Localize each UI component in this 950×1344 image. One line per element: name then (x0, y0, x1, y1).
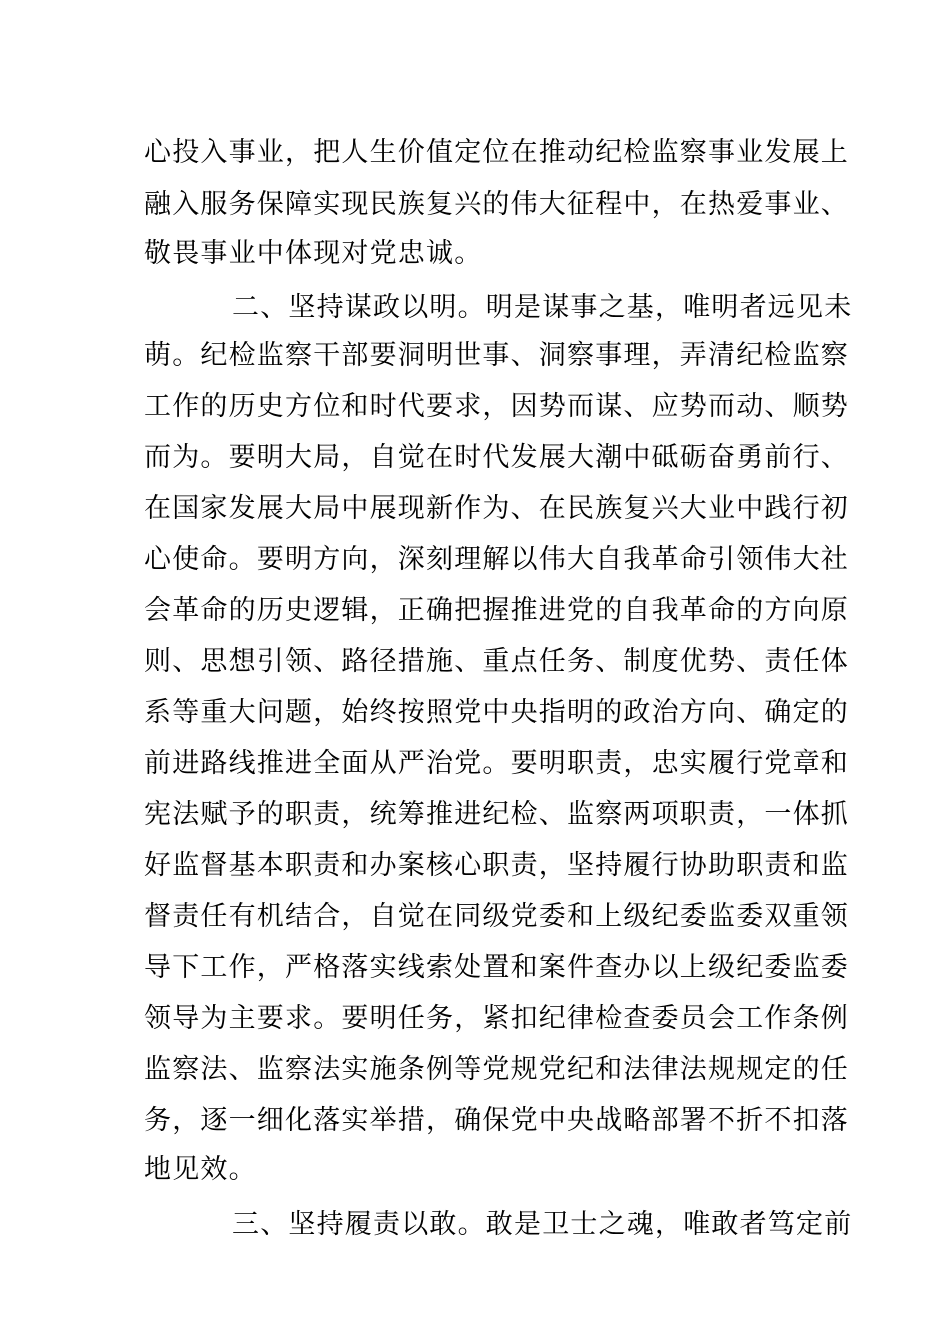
text-line: 务，逐一细化落实举措，确保党中央战略部署不折不扣落 (144, 1105, 849, 1136)
text-line: 心使命。要明方向，深刻理解以伟大自我革命引领伟大社 (144, 544, 849, 575)
text-line: 督责任有机结合，自觉在同级党委和上级纪委监委双重领 (144, 901, 849, 932)
text-line: 则、思想引领、路径措施、重点任务、制度优势、责任体 (144, 646, 849, 677)
text-line: 好监督基本职责和办案核心职责，坚持履行协助职责和监 (144, 850, 849, 881)
text-line: 在国家发展大局中展现新作为、在民族复兴大业中践行初 (144, 493, 849, 524)
text-line: 而为。要明大局，自觉在时代发展大潮中砥砺奋勇前行、 (144, 442, 849, 473)
text-line: 会革命的历史逻辑，正确把握推进党的自我革命的方向原 (144, 595, 849, 626)
text-line: 宪法赋予的职责，统筹推进纪检、监察两项职责，一体抓 (144, 799, 849, 830)
text-line: 心投入事业，把人生价值定位在推动纪检监察事业发展上 (144, 137, 849, 168)
paragraph-heading-2: 二、坚持谋政以明。明是谋事之基，唯明者远见未 (232, 292, 853, 323)
text-line: 领导为主要求。要明任务，紧扣纪律检查委员会工作条例 (144, 1003, 849, 1034)
text-line: 敬畏事业中体现对党忠诚。 (144, 238, 483, 269)
text-line: 地见效。 (144, 1154, 257, 1185)
text-line: 系等重大问题，始终按照党中央指明的政治方向、确定的 (144, 697, 849, 728)
text-line: 萌。纪检监察干部要洞明世事、洞察事理，弄清纪检监察 (144, 340, 849, 371)
text-line: 前进路线推进全面从严治党。要明职责，忠实履行党章和 (144, 748, 849, 779)
text-line: 监察法、监察法实施条例等党规党纪和法律法规规定的任 (144, 1054, 849, 1085)
text-line: 导下工作，严格落实线索处置和案件查办以上级纪委监委 (144, 952, 849, 983)
text-line: 工作的历史方位和时代要求，因势而谋、应势而动、顺势 (144, 391, 849, 422)
paragraph-heading-3: 三、坚持履责以敢。敢是卫士之魂，唯敢者笃定前 (232, 1209, 853, 1240)
text-line: 融入服务保障实现民族复兴的伟大征程中，在热爱事业、 (144, 189, 849, 220)
